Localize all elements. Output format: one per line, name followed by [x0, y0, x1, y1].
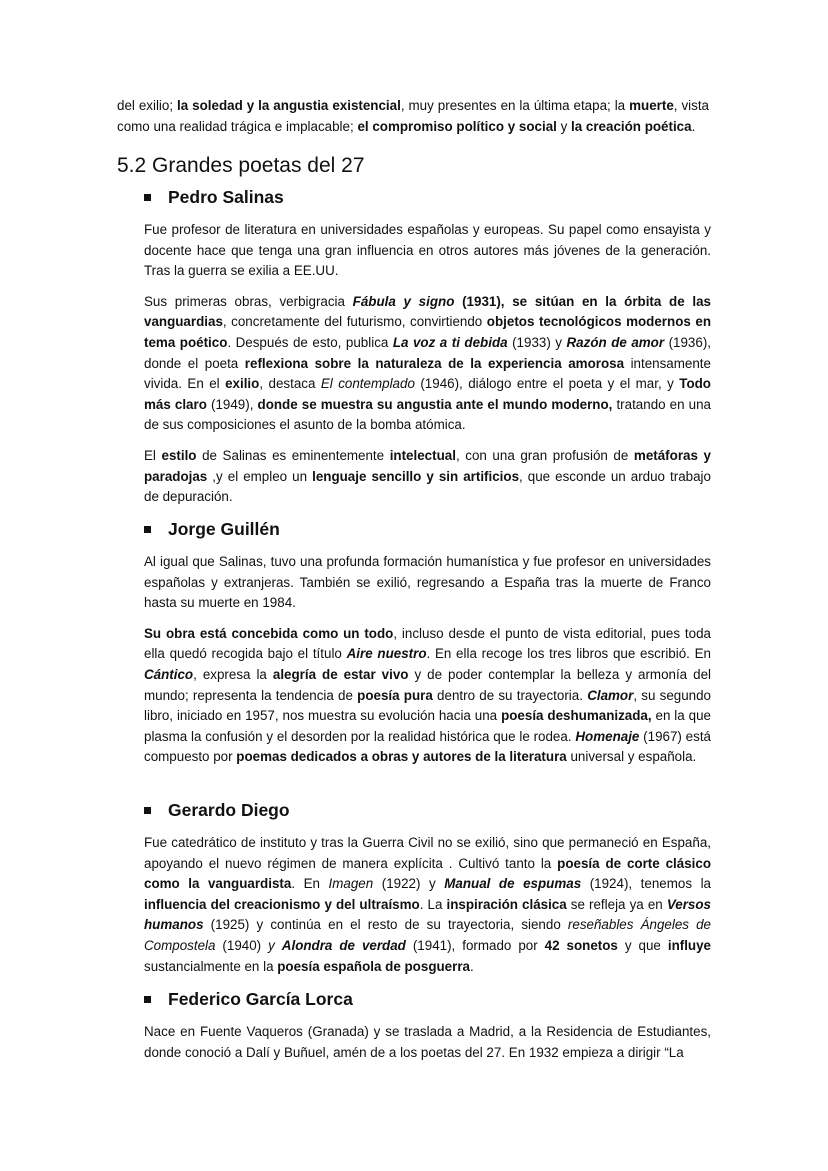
- italic-title: reseñables Ángeles de Compostela: [144, 917, 711, 953]
- poet-name: Gerardo Diego: [168, 799, 290, 820]
- bold-text: Todo más claro: [144, 376, 711, 412]
- bold-text: donde se muestra su angustia ante el mundo moderno,: [257, 396, 613, 412]
- text-run: Fue profesor de literatura en universidades españolas y europeas. Su papel como ensayista y docente hace que tenga una gran influencia en otros autores más jóvenes de la generación. Tras la guerra se exilia a EE.UU.: [144, 222, 711, 279]
- poet-name: Jorge Guillén: [168, 518, 280, 539]
- text-run: El: [144, 447, 162, 463]
- text-run: , su segundo libro, iniciado en 1957, nos muestra su evolución hacia una: [144, 687, 712, 724]
- bold-italic-title: Versos humanos: [144, 896, 711, 933]
- text-run: (1924), tenemos la: [581, 876, 711, 892]
- poet-heading: [117, 184, 711, 210]
- square-bullet-icon: [144, 807, 151, 814]
- poet-section-jorge-guillen: [117, 516, 711, 768]
- square-bullet-icon: [144, 996, 151, 1003]
- square-bullet-icon: [144, 194, 151, 201]
- italic-title: y: [268, 937, 275, 953]
- square-bullet-icon: [144, 526, 151, 533]
- text-run: dentro de su trayectoria.: [432, 687, 588, 703]
- bold-text: reflexiona sobre la naturaleza de la experiencia amorosa: [244, 355, 625, 371]
- text-run: se refleja ya en: [566, 896, 667, 912]
- paragraph: [144, 446, 711, 508]
- text-run: , muy presentes en la última etapa; la: [400, 98, 630, 113]
- text-run: . Después de esto, publica: [227, 334, 393, 350]
- bold-italic-title: Manual de espumas: [444, 876, 582, 892]
- bold-italic-title: Homenaje: [575, 728, 640, 744]
- text-run: , destaca: [259, 376, 321, 392]
- poet-section-pedro-salinas: [117, 184, 711, 508]
- paragraph: [144, 833, 711, 977]
- bold-text: inspiración clásica: [446, 896, 567, 912]
- bold-italic-title: Alondra de verdad: [281, 937, 406, 953]
- bold-text: exilio: [225, 376, 260, 392]
- text-run: , vista como una realidad trágica e implacable;: [117, 98, 709, 134]
- text-run: y: [556, 118, 571, 134]
- bold-text: la creación poética: [571, 118, 692, 134]
- text-run: .: [691, 118, 696, 134]
- text-run: en la que plasma la confusión y el desorden por la realidad histórica que le rodea.: [144, 708, 711, 744]
- text-run: , expresa la: [193, 666, 273, 682]
- text-run: universal y española.: [566, 749, 697, 765]
- text-run: Nace en Fuente Vaqueros (Granada) y se traslada a Madrid, a la Residencia de Estudiantes, donde conoció a Dalí y Buñuel, amén de a los poetas del 27. En 1932 empieza a dirigir “La: [144, 1024, 711, 1060]
- text-run: y de poder contemplar la belleza y armonía del mundo; representa la tendencia de: [144, 666, 711, 703]
- text-run: (1967) está compuesto por: [144, 728, 711, 765]
- text-run: (1925) y continúa en el resto de su trayectoria, siendo: [203, 917, 568, 933]
- text-run: , con una gran profusión de: [455, 447, 634, 463]
- text-run: (1949),: [206, 396, 258, 412]
- bold-text: poesía española de posguerra: [277, 958, 470, 974]
- paragraph: [144, 552, 711, 614]
- bold-italic-title: Cántico: [144, 666, 194, 682]
- text-run: (1941), formado por: [405, 937, 545, 953]
- bold-text: influye: [667, 937, 711, 953]
- text-run: (1933) y: [507, 334, 567, 350]
- paragraph: [144, 292, 711, 436]
- text-run: tratando en una de sus composiciones el asunto de la bomba atómica.: [144, 396, 712, 433]
- bold-italic-title: Clamor: [587, 687, 634, 703]
- text-run: (1940): [215, 937, 269, 953]
- bold-text: Su obra está concebida como un todo: [144, 625, 394, 641]
- bold-text: intelectual: [389, 447, 456, 463]
- poet-heading: [117, 516, 711, 542]
- paragraph: [144, 220, 711, 282]
- poet-section-gerardo-diego: [117, 797, 711, 977]
- text-run: . En: [291, 876, 329, 892]
- text-run: (1936), donde el poeta: [144, 334, 712, 371]
- bold-text: (1931), se sitúan en la órbita de las vanguardias: [144, 293, 711, 330]
- text-run: Fue catedrático de instituto y tras la Guerra Civil no se exilió, sino que permaneció en España, apoyando el nuevo régimen de manera explícita . Cultivó tanto la: [144, 835, 711, 871]
- text-run: . En ella recoge los tres libros que escribió. En: [426, 646, 711, 662]
- bold-text: la soledad y la angustia existencial: [177, 98, 401, 113]
- bold-text: estilo: [161, 447, 197, 463]
- text-run: del exilio;: [117, 98, 178, 113]
- poet-name: Pedro Salinas: [168, 186, 284, 207]
- bold-text: poesía deshumanizada,: [501, 708, 652, 724]
- bold-text: poesía de corte clásico como la vanguardista: [144, 855, 711, 892]
- bold-italic-title: Fábula y signo: [352, 293, 455, 309]
- bold-text: poesía pura: [357, 687, 433, 703]
- bold-text: el compromiso político y social: [357, 118, 557, 134]
- bold-text: muerte: [629, 98, 674, 113]
- text-run: sustancialmente en la: [144, 958, 278, 974]
- text-run: . La: [419, 896, 447, 912]
- text-run: y que: [617, 937, 668, 953]
- poet-heading: [117, 986, 711, 1012]
- text-run: intensamente vivida. En el: [144, 355, 711, 392]
- text-run: Sus primeras obras, verbigracia: [144, 293, 353, 309]
- poet-name: Federico García Lorca: [168, 988, 353, 1009]
- bold-text: lenguaje sencillo y sin artificios: [312, 468, 520, 484]
- paragraph: [144, 624, 711, 768]
- text-run: , incluso desde el punto de vista editorial, pues toda ella quedó recogida bajo el título: [144, 625, 711, 662]
- bold-italic-title: Aire nuestro: [346, 646, 427, 662]
- intro-paragraph: [117, 96, 709, 137]
- bold-text: alegría de estar vivo: [272, 666, 409, 682]
- italic-title: Imagen: [328, 876, 374, 892]
- bold-text: influencia del creacionismo y del ultraísmo: [144, 896, 420, 912]
- bold-text: objetos tecnológicos modernos en tema poético: [144, 314, 711, 350]
- section-title: 5.2 Grandes poetas del 27: [117, 154, 365, 177]
- paragraph: [144, 1022, 711, 1063]
- italic-title: El contemplado: [320, 376, 415, 392]
- text-run: , concretamente del futurismo, convirtiendo: [222, 314, 487, 330]
- bold-text: 42 sonetos: [544, 937, 618, 953]
- text-run: (1946), diálogo entre el poeta y el mar, y: [414, 376, 680, 392]
- text-run: ,y el empleo un: [207, 468, 313, 484]
- text-run: de Salinas es eminentemente: [196, 447, 390, 463]
- text-run: Al igual que Salinas, tuvo una profunda formación humanística y fue profesor en universidades españolas y extranjeras. También se exilió, regresando a España tras la muerte de Franco hasta su muerte en 1984.: [144, 554, 711, 611]
- text-run: [275, 938, 282, 953]
- bold-text: poemas dedicados a obras y autores de la literatura: [236, 749, 567, 765]
- text-run: .: [470, 958, 474, 974]
- text-run: (1922) y: [373, 876, 445, 892]
- bold-text: metáforas y paradojas: [144, 447, 711, 484]
- bold-italic-title: Razón de amor: [566, 334, 665, 350]
- text-run: , que esconde un arduo trabajo de depuración.: [144, 468, 711, 505]
- bold-italic-title: La voz a ti debida: [392, 334, 508, 350]
- poet-section-federico-garcia-lorca: [117, 986, 711, 1063]
- poet-heading: [117, 797, 711, 823]
